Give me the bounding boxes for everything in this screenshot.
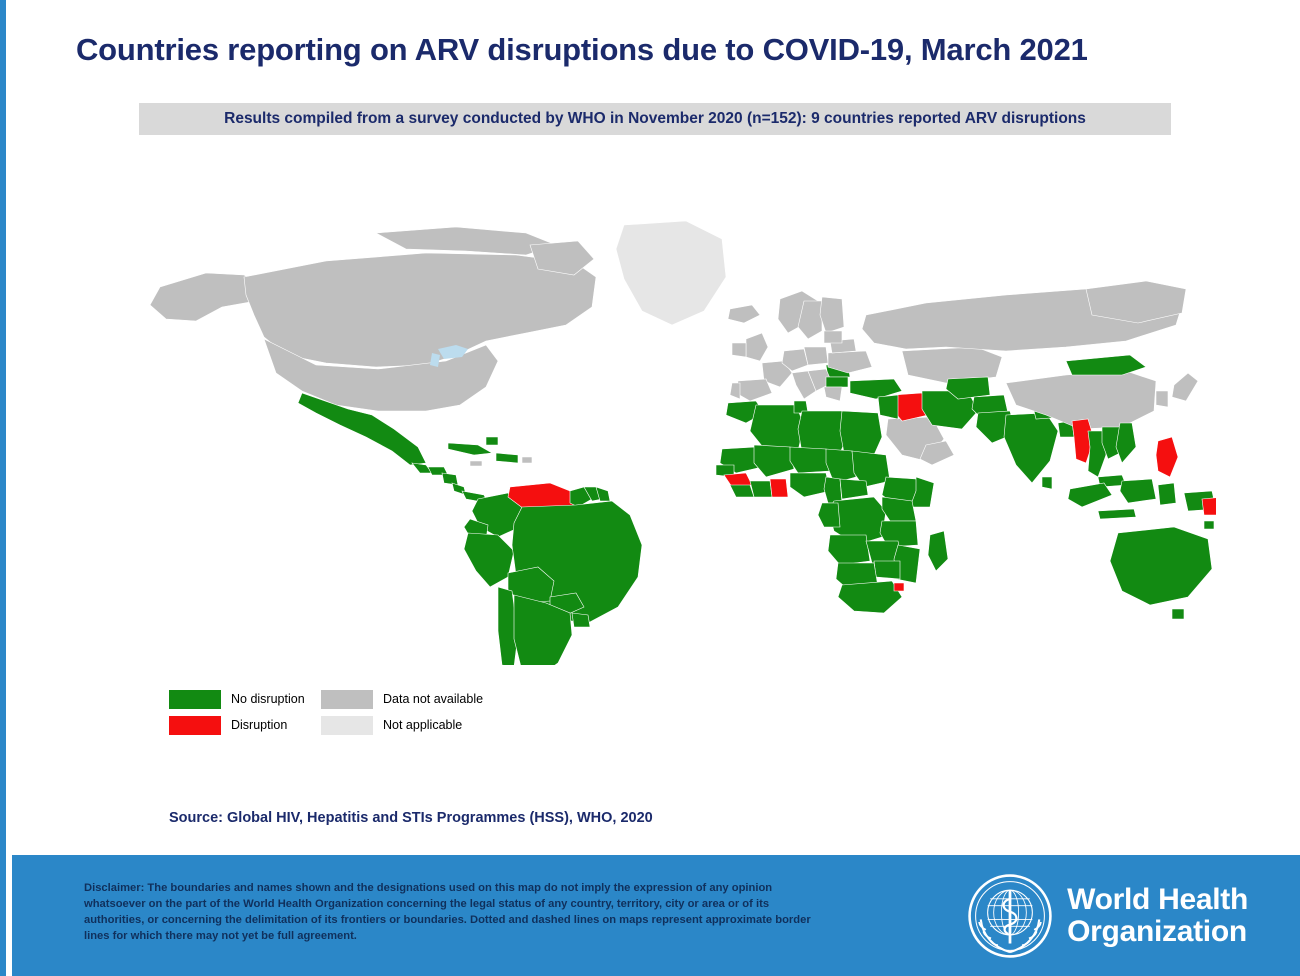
country-portugal (730, 383, 740, 399)
country-nicaragua (442, 473, 458, 485)
title-main-text: Countries reporting on ARV disruptions due to COVID-19, (76, 32, 913, 67)
country-angola (828, 535, 870, 565)
country-bahamas (486, 437, 498, 445)
country-sri-lanka (1042, 477, 1052, 489)
country-philippines (1156, 437, 1178, 477)
country-canada-arctic (376, 227, 556, 255)
world-map (126, 215, 1216, 665)
legend-item-no-disruption (169, 686, 305, 712)
country-mali (754, 445, 794, 477)
country-pacific-islands (1204, 521, 1214, 529)
footer-bar (12, 855, 1300, 976)
country-japan (1172, 373, 1198, 401)
country-egypt (840, 411, 882, 455)
country-papua-new-guinea (1202, 497, 1216, 515)
country-finland (820, 297, 844, 333)
country-uganda-kenya (882, 497, 916, 521)
country-baltics (824, 331, 842, 343)
disclaimer-text: Disclaimer: The boundaries and names shown and the designations used on this map do not imply the expression of any opinion whatsoever on the part of the World Health Organization concerning the legal status of any country, territory, city or area or of its authorities, or concerning the delimitation of its frontiers or boundaries. Dotted and dashed lines on maps represent approximate border lines for which there may not yet be full agreement. (84, 882, 811, 942)
country-tasmania (1172, 609, 1184, 619)
country-indonesia-borneo (1120, 479, 1156, 503)
country-ireland (732, 343, 746, 357)
country-greenland (616, 221, 726, 325)
legend-swatch-disruption (169, 716, 221, 735)
country-cameroon (824, 477, 842, 503)
country-car (840, 479, 868, 499)
country-madagascar (928, 531, 948, 571)
title-date-text: March 2021 (920, 32, 1088, 67)
source-note: Source: Global HIV, Hepatitis and STIs Programmes (HSS), WHO, 2020 (169, 810, 653, 826)
country-gabon-congo (818, 503, 840, 527)
legend-column-right (321, 686, 483, 738)
country-sierra-leone-liberia (730, 485, 754, 497)
country-indonesia-java (1098, 509, 1136, 519)
country-greece (824, 387, 842, 401)
country-bulgaria (826, 377, 848, 387)
country-united-kingdom (746, 333, 768, 361)
legend-item-data-not-available (321, 686, 483, 712)
who-logo-line2: Organization (1067, 915, 1247, 948)
country-eswatini (894, 583, 904, 591)
country-peru (464, 533, 514, 587)
legend-item-not-applicable (321, 712, 483, 738)
country-ivory-coast (750, 481, 772, 497)
country-niger (790, 447, 830, 473)
legend-swatch-not-applicable (321, 716, 373, 735)
legend-swatch-no-disruption (169, 690, 221, 709)
country-cuba (448, 443, 492, 455)
subtitle-text: Results compiled from a survey conducted by WHO in November 2020 (n=152): 9 countries reported ARV disruptions (224, 110, 1086, 127)
who-logo-line1: World Health (1067, 882, 1248, 916)
country-iceland (728, 305, 760, 323)
page-title (76, 32, 1236, 68)
country-south-africa (838, 581, 902, 613)
legend-item-disruption (169, 712, 305, 738)
world-map-svg (126, 215, 1216, 665)
country-spain (736, 379, 772, 401)
country-zimbabwe (874, 561, 900, 579)
country-puerto-rico (522, 457, 532, 463)
country-australia (1110, 527, 1212, 605)
country-poland (804, 347, 828, 365)
legend-column-left (169, 686, 305, 738)
country-uruguay (572, 613, 590, 627)
country-nigeria (790, 473, 830, 497)
country-vietnam (1116, 423, 1136, 463)
legend-label-no-disruption: No disruption (231, 691, 305, 706)
country-jamaica (470, 461, 482, 466)
who-logo (967, 873, 1248, 959)
country-ghana (770, 479, 788, 497)
legend-label-disruption: Disruption (231, 717, 288, 732)
country-hispaniola (496, 453, 518, 463)
country-india (1004, 413, 1058, 483)
country-korea (1156, 391, 1168, 407)
country-mongolia-area (1066, 355, 1146, 375)
country-indonesia-sulawesi (1158, 483, 1176, 505)
who-emblem-icon (967, 873, 1053, 959)
subtitle-banner (139, 103, 1171, 135)
country-syria-jordan (878, 395, 898, 419)
legend-label-not-applicable: Not applicable (383, 717, 463, 732)
legend-swatch-data-not-available (321, 690, 373, 709)
legend-label-data-not-available: Data not available (383, 691, 484, 706)
who-logo-text (1067, 884, 1248, 948)
country-indonesia-sumatra (1068, 483, 1112, 507)
